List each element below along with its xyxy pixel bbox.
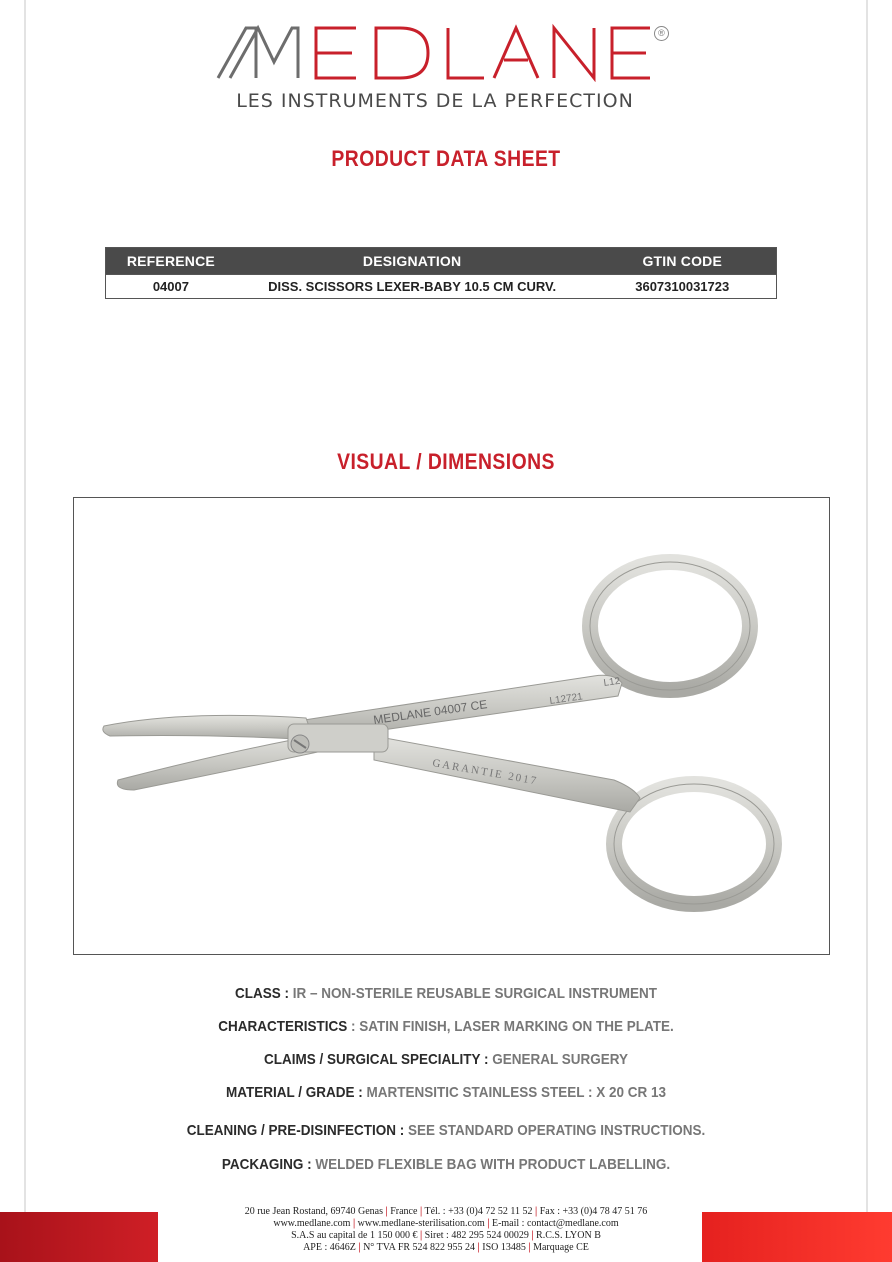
cell-gtin-code: 3607310031723 [588, 275, 776, 299]
engraving-lot: L12721 [548, 691, 584, 707]
product-visual-frame [73, 497, 830, 955]
engraving-lot-short: L12 [602, 675, 621, 689]
engraving-guarantee: GARANTIE 2017 [431, 757, 539, 788]
spec-claims: CLAIMS / SURGICAL SPECIALITY : GENERAL SURGERY [263, 1051, 629, 1068]
engraving-brand-ref: MEDLANE 04007 CE [372, 697, 489, 727]
product-data-sheet-title: PRODUCT DATA SHEET [331, 146, 561, 171]
footer-bar-right [702, 1212, 892, 1262]
visual-dimensions-title: VISUAL / DIMENSIONS [337, 449, 555, 474]
spec-class: CLASS : IR – NON-STERILE REUSABLE SURGICAL INSTRUMENT [234, 985, 658, 1002]
cell-designation: DISS. SCISSORS LEXER-BABY 10.5 CM CURV. [236, 275, 589, 299]
header-reference: REFERENCE [106, 248, 236, 275]
header-designation: DESIGNATION [236, 248, 589, 275]
footer-line-registration: APE : 4646Z | N° TVA FR 524 822 955 24 | ISO 13485 | Marquage CE [303, 1242, 589, 1253]
spec-characteristics: CHARACTERISTICS : SATIN FINISH, LASER MARKING ON THE PLATE. [218, 1018, 674, 1035]
footer-line-web: www.medlane.com | www.medlane-sterilisation.com | E-mail : contact@medlane.com [273, 1218, 619, 1229]
footer-bar-left [0, 1212, 158, 1262]
product-reference-table [105, 247, 777, 299]
footer-contact-info [200, 1206, 692, 1254]
spec-cleaning: CLEANING / PRE-DISINFECTION : SEE STANDARD OPERATING INSTRUCTIONS. [186, 1122, 706, 1139]
cell-reference: 04007 [106, 275, 236, 299]
footer-line-address: 20 rue Jean Rostand, 69740 Genas | France | Tél. : +33 (0)4 72 52 11 52 | Fax : +33 (0)4 78 47 51 76 [244, 1206, 648, 1217]
header-gtin-code: GTIN CODE [588, 248, 776, 275]
right-page-rule [866, 0, 868, 1262]
spec-packaging: PACKAGING : WELDED FLEXIBLE BAG WITH PRODUCT LABELLING. [221, 1156, 671, 1173]
brand-logo [0, 22, 892, 82]
brand-tagline: LES INSTRUMENTS DE LA PERFECTION [236, 90, 634, 112]
table-header-row [106, 248, 777, 275]
footer-line-company: S.A.S au capital de 1 150 000 € | Siret : 482 295 524 00029 | R.C.S. LYON B [291, 1230, 601, 1241]
registered-mark: ® [654, 26, 669, 41]
left-page-rule [24, 0, 26, 1262]
spec-material: MATERIAL / GRADE : MARTENSITIC STAINLESS STEEL : X 20 CR 13 [225, 1084, 667, 1101]
medlane-logo-mark [216, 22, 676, 82]
table-row [106, 275, 777, 299]
scissors-illustration [74, 498, 830, 955]
